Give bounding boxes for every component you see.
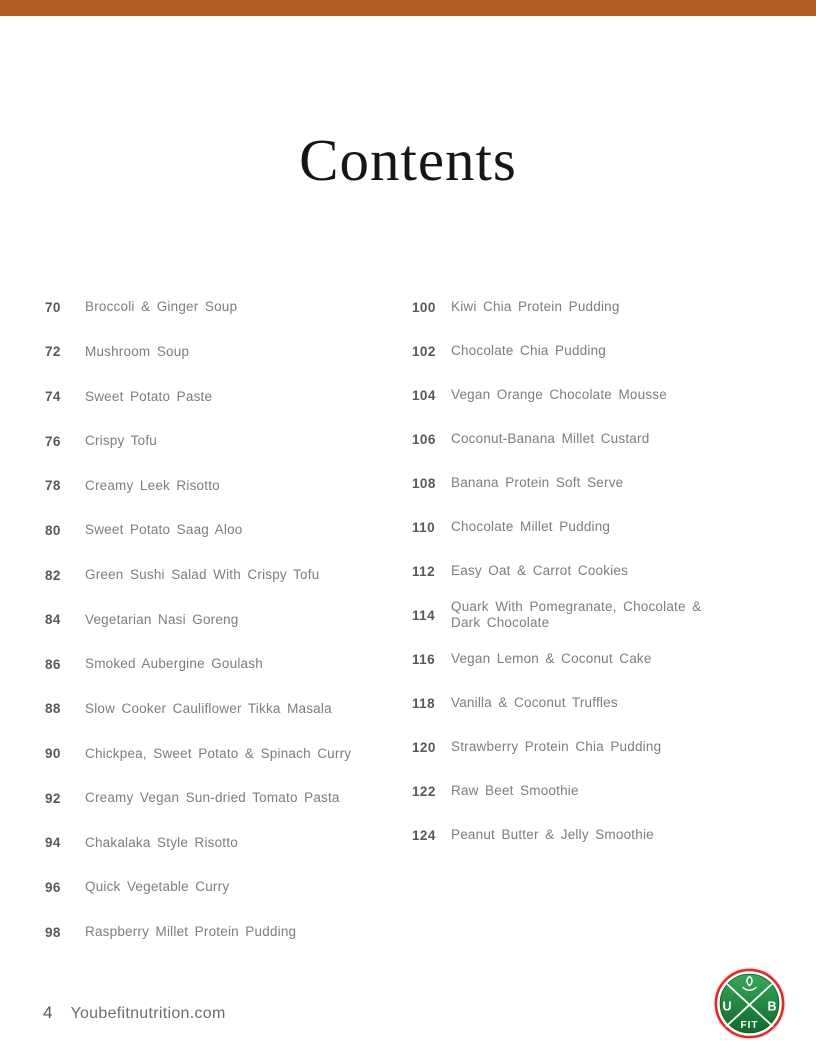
brand-logo: [712, 966, 787, 1041]
toc-entry-title: Creamy Leek Risotto: [85, 477, 220, 493]
toc-entry-title: Sweet Potato Paste: [85, 388, 213, 404]
toc-page-number: 118: [412, 695, 435, 711]
toc-page-number: 98: [45, 924, 61, 940]
toc-page-number: 100: [412, 299, 436, 315]
toc-entry[interactable]: [412, 461, 713, 505]
toc-entry-title: Chocolate Millet Pudding: [451, 519, 611, 534]
toc-entry-title: Vegan Lemon & Coconut Cake: [451, 651, 652, 666]
toc-entry[interactable]: [45, 687, 415, 732]
toc-page-number: 102: [412, 343, 436, 359]
toc-entry-title: Mushroom Soup: [85, 343, 190, 359]
toc-page-number: 120: [412, 739, 436, 755]
toc-entry-title: Quick Vegetable Curry: [85, 879, 230, 895]
toc-entry[interactable]: [412, 725, 713, 769]
toc-entry-title: Smoked Aubergine Goulash: [85, 656, 263, 672]
footer-page-number: 4: [43, 1003, 53, 1022]
toc-entry[interactable]: [412, 285, 713, 329]
toc-entry-title: Peanut Butter & Jelly Smoothie: [451, 827, 654, 842]
toc-page-number: 108: [412, 475, 436, 491]
toc-entry-title: Sweet Potato Saag Aloo: [85, 522, 243, 538]
toc-entry-title: Vegan Orange Chocolate Mousse: [451, 387, 667, 402]
toc-entry-title: Chickpea, Sweet Potato & Spinach Curry: [85, 745, 352, 761]
toc-entry-title: Raspberry Millet Protein Pudding: [85, 924, 297, 940]
toc-page-number: 78: [45, 478, 61, 494]
toc-entry[interactable]: [45, 285, 415, 330]
toc-entry[interactable]: [45, 642, 415, 687]
toc-page-number: 112: [412, 563, 435, 579]
toc-entry[interactable]: [45, 419, 415, 464]
toc-page-number: 104: [412, 387, 436, 403]
toc-page-number: 86: [45, 656, 61, 672]
toc-left-column: [45, 285, 415, 954]
top-accent-bar: [0, 0, 816, 16]
toc-page-number: 72: [45, 344, 61, 360]
toc-entry-title: Quark With Pomegranate, Chocolate & Dark Chocolate: [451, 599, 702, 630]
toc-page-number: 124: [412, 827, 436, 843]
toc-entry[interactable]: [412, 329, 713, 373]
toc-entry[interactable]: [45, 330, 415, 375]
toc-page-number: 106: [412, 431, 436, 447]
toc-entry[interactable]: [45, 910, 415, 955]
toc-entry[interactable]: [45, 821, 415, 866]
toc-entry-title: Easy Oat & Carrot Cookies: [451, 563, 629, 578]
toc-page-number: 96: [45, 879, 61, 895]
toc-page-number: 110: [412, 519, 435, 535]
toc-entry-title: Slow Cooker Cauliflower Tikka Masala: [85, 700, 332, 716]
toc-entry-title: Vanilla & Coconut Truffles: [451, 695, 618, 710]
toc-entry[interactable]: [412, 417, 713, 461]
toc-entry-title: Vegetarian Nasi Goreng: [85, 611, 239, 627]
toc-entry-title: Raw Beet Smoothie: [451, 783, 579, 798]
toc-entry-title: Broccoli & Ginger Soup: [85, 299, 238, 315]
toc-entry-title: Coconut-Banana Millet Custard: [451, 431, 650, 446]
toc-page-number: 80: [45, 522, 61, 538]
toc-entry[interactable]: [412, 769, 713, 813]
logo-letter-u: U: [722, 999, 732, 1014]
toc-right-column: [412, 285, 713, 857]
toc-entry[interactable]: [45, 865, 415, 910]
toc-entry[interactable]: [45, 553, 415, 598]
toc-page-number: 84: [45, 612, 61, 628]
toc-entry-title: Creamy Vegan Sun-dried Tomato Pasta: [85, 790, 340, 806]
toc-page-number: 82: [45, 567, 61, 583]
toc-entry[interactable]: [45, 776, 415, 821]
toc-page-number: 90: [45, 746, 61, 762]
logo-letter-b: B: [767, 999, 777, 1014]
toc-entry-title: Strawberry Protein Chia Pudding: [451, 739, 662, 754]
toc-page-number: 116: [412, 651, 435, 667]
toc-entry[interactable]: [412, 681, 713, 725]
footer: [43, 1003, 226, 1023]
toc-page-number: 88: [45, 701, 61, 717]
toc-entry-title: Chakalaka Style Risotto: [85, 834, 238, 850]
toc-entry-title: Chocolate Chia Pudding: [451, 343, 606, 358]
toc-entry[interactable]: [412, 813, 713, 857]
toc-entry[interactable]: [412, 637, 713, 681]
toc-page-number: 76: [45, 433, 61, 449]
toc-entry[interactable]: [412, 505, 713, 549]
toc-entry[interactable]: [45, 508, 415, 553]
logo-fit-label: FIT: [740, 1020, 759, 1031]
toc-entry-title: Kiwi Chia Protein Pudding: [451, 299, 620, 314]
toc-page-number: 122: [412, 783, 436, 799]
toc-entry[interactable]: [45, 597, 415, 642]
toc-page-number: 92: [45, 790, 61, 806]
toc-entry-title: Banana Protein Soft Serve: [451, 475, 624, 490]
toc-page-number: 114: [412, 607, 435, 623]
toc-page-number: 70: [45, 299, 61, 315]
page-title: Contents: [299, 127, 517, 193]
toc-entry-title: Green Sushi Salad With Crispy Tofu: [85, 567, 320, 583]
toc-entry-title: Crispy Tofu: [85, 433, 157, 449]
toc-entry[interactable]: [412, 549, 713, 593]
toc-entry[interactable]: [45, 731, 415, 776]
toc-page-number: 74: [45, 389, 61, 405]
toc-page-number: 94: [45, 835, 61, 851]
toc-entry[interactable]: [45, 374, 415, 419]
toc-entry[interactable]: [45, 464, 415, 509]
toc-entry[interactable]: [412, 593, 713, 637]
toc-entry[interactable]: [412, 373, 713, 417]
footer-website[interactable]: Youbefitnutrition.com: [70, 1005, 226, 1022]
